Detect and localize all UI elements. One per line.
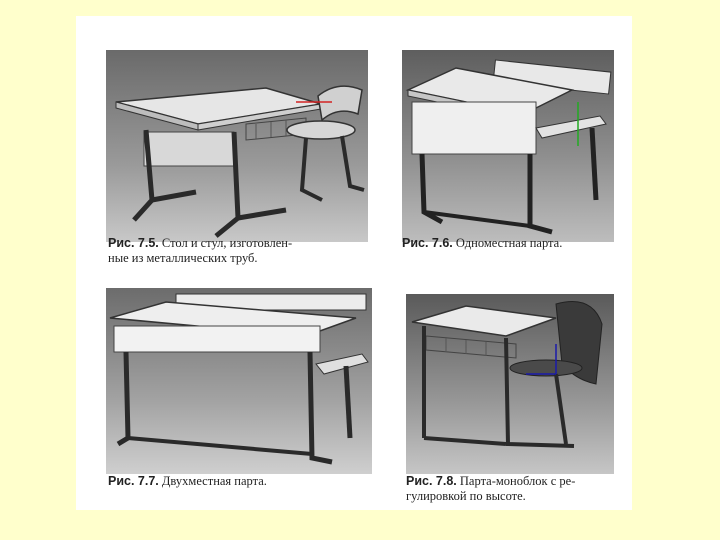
single-desk-illustration — [402, 50, 614, 242]
figure-7-8-photo — [406, 294, 614, 474]
figure-7-6-photo — [402, 50, 614, 242]
figure-7-5-caption — [108, 236, 368, 266]
figure-7-6-label: Рис. 7.6. — [402, 236, 453, 250]
figure-7-8-label: Рис. 7.8. — [406, 474, 457, 488]
figure-7-8-text-line-1: Парта-моноблок с ре- — [459, 474, 576, 488]
figure-7-8-caption — [406, 474, 626, 504]
figure-7-5-text-line-1: Стол и стул, изготовлен- — [161, 236, 293, 250]
figure-7-7-label: Рис. 7.7. — [108, 474, 159, 488]
figure-7-5-text-line-2: ные из металлических труб. — [108, 251, 258, 265]
figure-7-5-label: Рис. 7.5. — [108, 236, 159, 250]
figure-7-7-photo — [106, 288, 372, 474]
document-page — [76, 16, 632, 510]
figure-7-7-caption — [108, 474, 368, 489]
figure-7-6-caption — [402, 236, 622, 251]
figure-7-5-photo — [106, 50, 368, 242]
monoblock-desk-illustration — [406, 294, 614, 474]
figure-7-8-text-line-2: гулировкой по высоте. — [406, 489, 526, 503]
figure-7-6-text-line-1: Одноместная парта. — [455, 236, 563, 250]
figure-7-7-text-line-1: Двухместная парта. — [161, 474, 267, 488]
double-desk-illustration — [106, 288, 372, 474]
table-and-chair-illustration — [106, 50, 368, 242]
